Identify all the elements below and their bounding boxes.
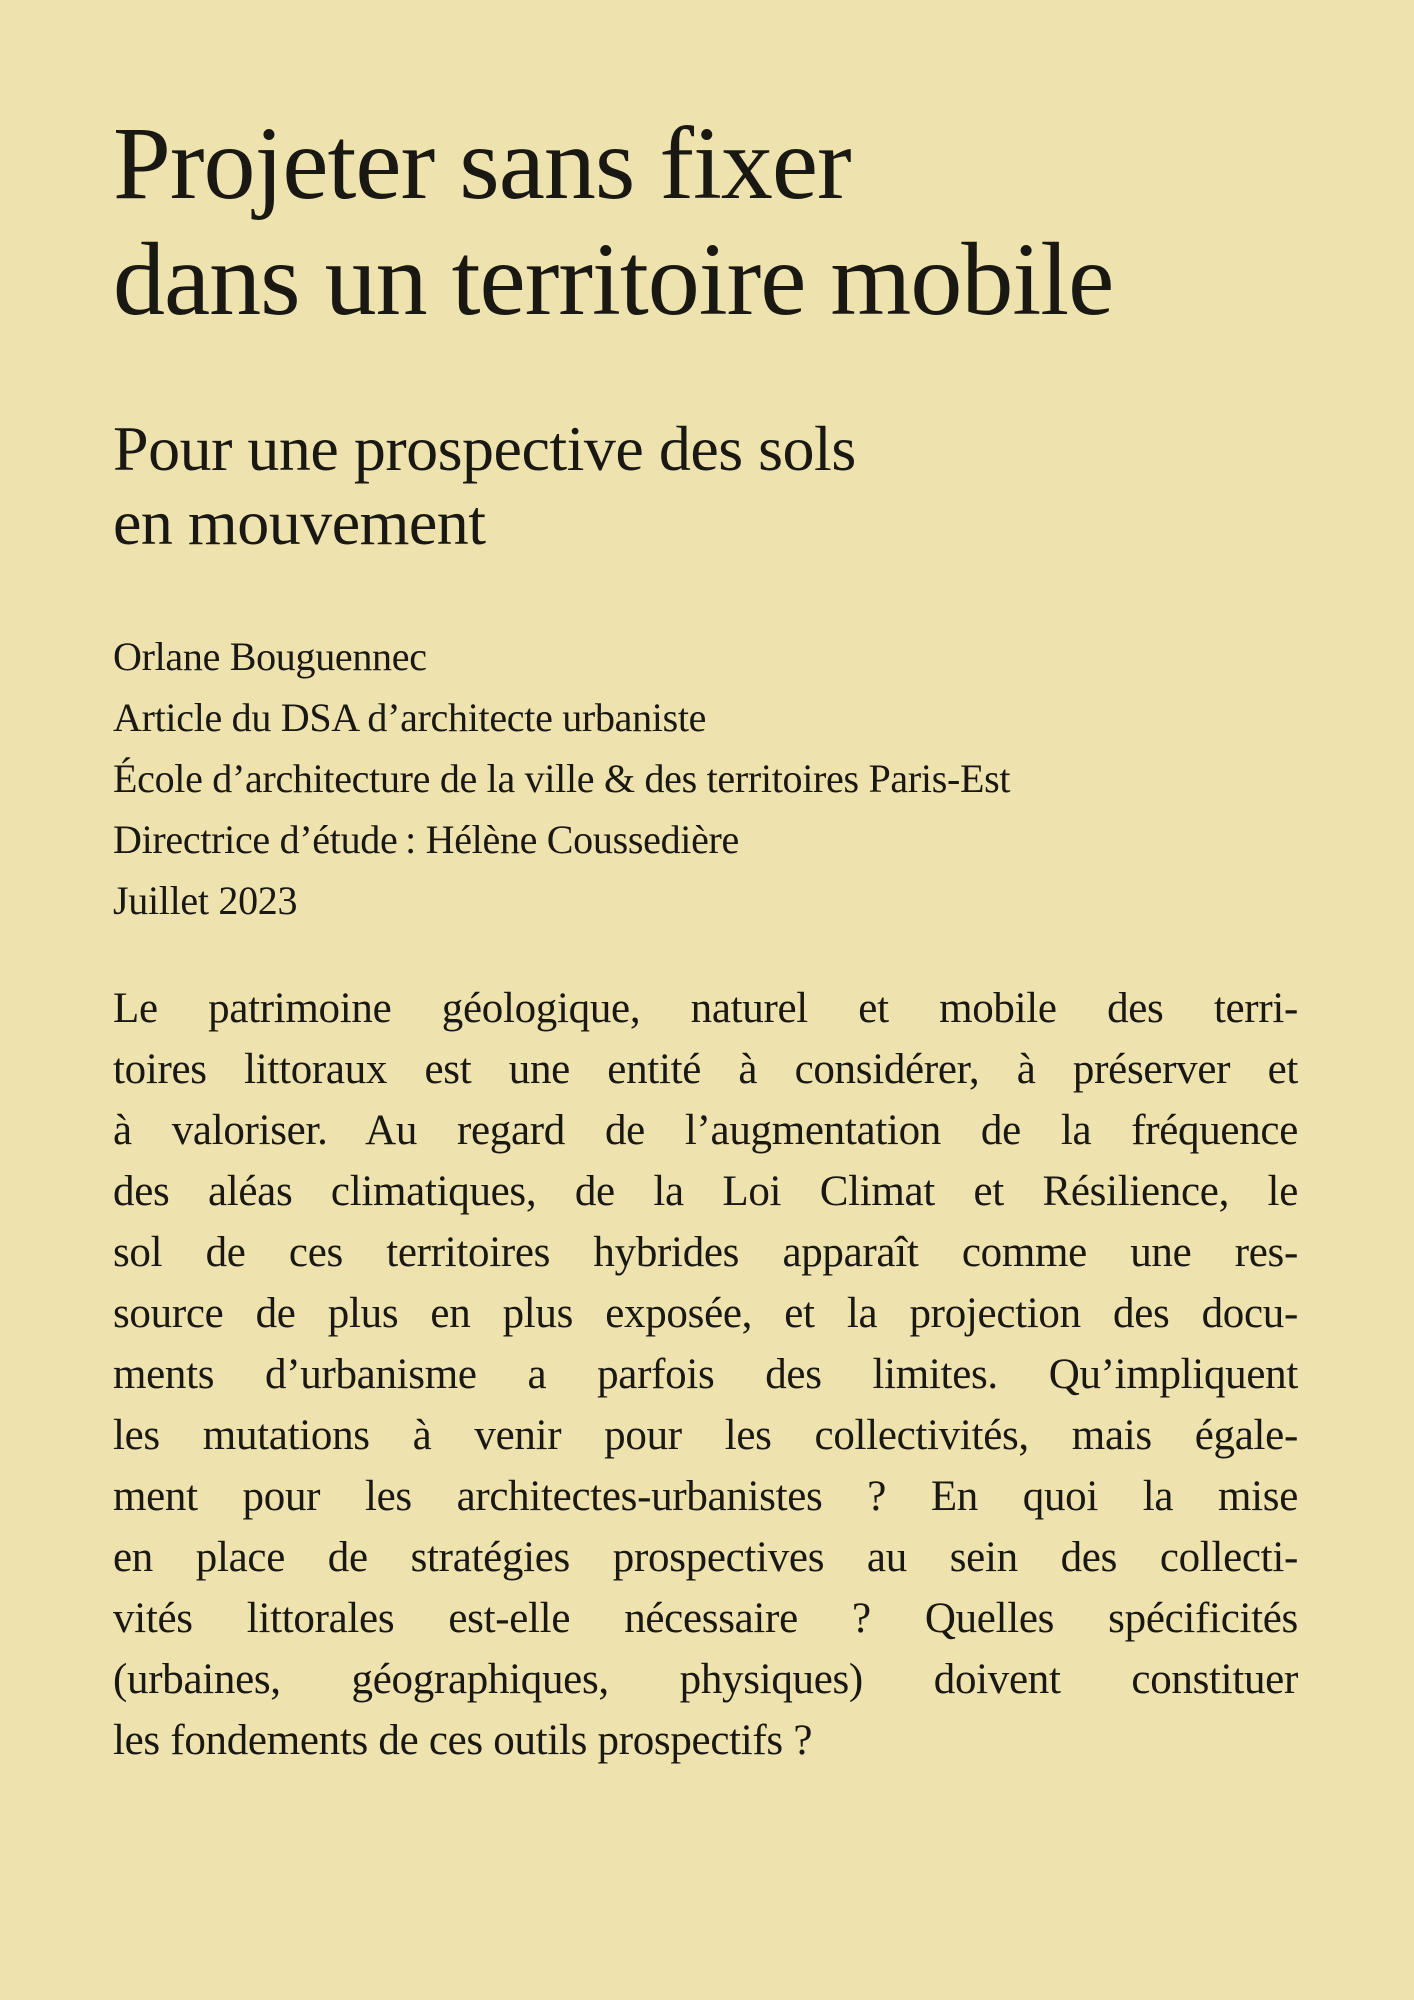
abstract-line: vités littorales est-elle nécessaire ? Quelles spécificités xyxy=(113,1595,1298,1642)
abstract-line: les mutations à venir pour les collectivités, mais égale- xyxy=(113,1412,1298,1459)
abstract-line: des aléas climatiques, de la Loi Climat et Résilience, le xyxy=(113,1168,1298,1215)
byline-line: Juillet 2023 xyxy=(113,878,298,923)
abstract-line: sol de ces territoires hybrides apparaît comme une res- xyxy=(113,1229,1298,1276)
abstract-line: (urbaines, géographiques, physiques) doivent constituer xyxy=(113,1656,1298,1703)
title-line-2: dans un territoire mobile xyxy=(113,222,1114,337)
byline-line: Directrice d’étude : Hélène Coussedière xyxy=(113,817,740,862)
abstract-line: ment pour les architectes-urbanistes ? En quoi la mise xyxy=(113,1473,1298,1520)
byline-block xyxy=(113,626,1298,931)
abstract-line: en place de stratégies prospectives au sein des collecti- xyxy=(113,1534,1298,1581)
abstract-line: source de plus en plus exposée, et la projection des docu- xyxy=(113,1290,1298,1337)
abstract-line: à valoriser. Au regard de l’augmentation de la fréquence xyxy=(113,1107,1298,1154)
abstract-line: toires littoraux est une entité à considérer, à préserver et xyxy=(113,1046,1298,1093)
byline-line: École d’architecture de la ville & des territoires Paris-Est xyxy=(113,756,1011,801)
subtitle-line-2: en mouvement xyxy=(113,487,486,558)
byline-line: Orlane Bouguennec xyxy=(113,634,427,679)
article-title xyxy=(113,106,1298,338)
article-subtitle xyxy=(113,412,1298,560)
abstract-paragraph xyxy=(113,978,1298,1771)
abstract-line: Le patrimoine géologique, naturel et mobile des terri- xyxy=(113,985,1298,1032)
abstract-line: ments d’urbanisme a parfois des limites. Qu’impliquent xyxy=(113,1351,1298,1398)
subtitle-line-1: Pour une prospective des sols xyxy=(113,413,856,484)
abstract-line: les fondements de ces outils prospectifs ? xyxy=(113,1717,813,1764)
title-line-1: Projeter sans fixer xyxy=(113,106,851,221)
byline-line: Article du DSA d’architecte urbaniste xyxy=(113,695,707,740)
